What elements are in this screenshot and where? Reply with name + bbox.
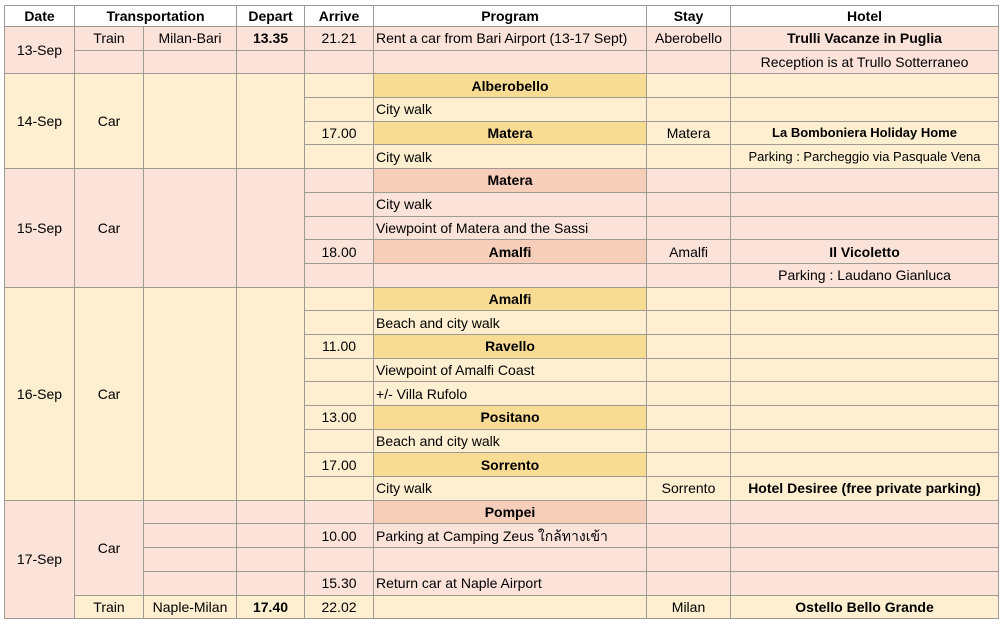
arrive-cell[interactable]: 22.02: [305, 595, 374, 619]
route-cell[interactable]: [144, 524, 237, 548]
stay-cell[interactable]: [647, 571, 731, 595]
itinerary-table: [4, 5, 999, 619]
stay-cell[interactable]: [647, 287, 731, 311]
hotel-cell[interactable]: [731, 571, 999, 595]
stay-cell[interactable]: [647, 524, 731, 548]
arrive-cell[interactable]: [305, 429, 374, 453]
stay-cell[interactable]: Amalfi: [647, 240, 731, 264]
stay-cell[interactable]: [647, 429, 731, 453]
depart-cell[interactable]: 13.35: [237, 27, 305, 51]
stay-cell[interactable]: [647, 334, 731, 358]
program-cell[interactable]: Amalfi: [374, 287, 647, 311]
table-row: [5, 74, 999, 98]
arrive-cell[interactable]: [305, 50, 374, 74]
stay-cell[interactable]: [647, 382, 731, 406]
hotel-cell[interactable]: [731, 169, 999, 193]
mode-cell[interactable]: Car: [75, 74, 144, 169]
depart-cell[interactable]: [237, 571, 305, 595]
hotel-cell[interactable]: Parking : Parcheggio via Pasquale Vena: [731, 145, 999, 169]
arrive-cell[interactable]: 18.00: [305, 240, 374, 264]
stay-cell[interactable]: [647, 74, 731, 98]
route-cell[interactable]: [144, 74, 237, 169]
program-cell[interactable]: +/- Villa Rufolo: [374, 382, 647, 406]
program-cell[interactable]: Viewpoint of Amalfi Coast: [374, 358, 647, 382]
program-cell[interactable]: Return car at Naple Airport: [374, 571, 647, 595]
table-row: [5, 571, 999, 595]
hotel-cell[interactable]: [731, 382, 999, 406]
date-cell-16[interactable]: 16-Sep: [5, 287, 75, 500]
header-stay: Stay: [647, 6, 731, 27]
hotel-cell[interactable]: [731, 98, 999, 122]
program-cell[interactable]: City walk: [374, 145, 647, 169]
depart-cell[interactable]: [237, 74, 305, 169]
program-cell[interactable]: Amalfi: [374, 240, 647, 264]
stay-cell[interactable]: [647, 216, 731, 240]
stay-cell[interactable]: [647, 192, 731, 216]
program-cell[interactable]: [374, 548, 647, 572]
mode-cell[interactable]: Train: [75, 595, 144, 619]
header-date: Date: [5, 6, 75, 27]
stay-cell[interactable]: [647, 358, 731, 382]
header-depart: Depart: [237, 6, 305, 27]
mode-cell[interactable]: Car: [75, 287, 144, 500]
mode-cell[interactable]: Car: [75, 500, 144, 595]
hotel-cell[interactable]: [731, 406, 999, 430]
stay-cell[interactable]: [647, 548, 731, 572]
arrive-cell[interactable]: [305, 548, 374, 572]
hotel-cell[interactable]: [731, 216, 999, 240]
program-cell[interactable]: Viewpoint of Matera and the Sassi: [374, 216, 647, 240]
table-row: [5, 548, 999, 572]
program-cell[interactable]: Matera: [374, 169, 647, 193]
stay-cell[interactable]: Sorrento: [647, 477, 731, 501]
table-row: [5, 287, 999, 311]
program-cell[interactable]: Beach and city walk: [374, 311, 647, 335]
hotel-cell[interactable]: Hotel Desiree (free private parking): [731, 477, 999, 501]
header-row: [5, 6, 999, 27]
hotel-cell[interactable]: [731, 548, 999, 572]
program-cell[interactable]: [374, 50, 647, 74]
depart-cell[interactable]: [237, 50, 305, 74]
depart-cell[interactable]: 17.40: [237, 595, 305, 619]
hotel-cell[interactable]: [731, 429, 999, 453]
hotel-cell[interactable]: [731, 287, 999, 311]
table-row: [5, 27, 999, 51]
stay-cell[interactable]: [647, 311, 731, 335]
hotel-cell[interactable]: [731, 192, 999, 216]
hotel-cell[interactable]: Reception is at Trullo Sotterraneo: [731, 50, 999, 74]
arrive-cell[interactable]: [305, 192, 374, 216]
program-cell[interactable]: City walk: [374, 192, 647, 216]
depart-cell[interactable]: [237, 500, 305, 524]
arrive-cell[interactable]: [305, 74, 374, 98]
arrive-cell[interactable]: [305, 145, 374, 169]
depart-cell[interactable]: [237, 287, 305, 500]
header-transportation: Transportation: [75, 6, 237, 27]
route-cell[interactable]: [144, 50, 237, 74]
arrive-cell[interactable]: 13.00: [305, 406, 374, 430]
arrive-cell[interactable]: [305, 311, 374, 335]
arrive-cell[interactable]: 17.00: [305, 453, 374, 477]
header-arrive: Arrive: [305, 6, 374, 27]
route-cell[interactable]: [144, 169, 237, 287]
route-cell[interactable]: Naple-Milan: [144, 595, 237, 619]
stay-cell[interactable]: [647, 169, 731, 193]
date-cell-15[interactable]: 15-Sep: [5, 169, 75, 287]
arrive-cell[interactable]: 17.00: [305, 121, 374, 145]
arrive-cell[interactable]: 15.30: [305, 571, 374, 595]
arrive-cell[interactable]: [305, 500, 374, 524]
arrive-cell[interactable]: [305, 263, 374, 287]
hotel-cell[interactable]: Ostello Bello Grande: [731, 595, 999, 619]
program-cell[interactable]: Beach and city walk: [374, 429, 647, 453]
hotel-cell[interactable]: [731, 453, 999, 477]
route-cell[interactable]: [144, 500, 237, 524]
arrive-cell[interactable]: [305, 287, 374, 311]
hotel-cell[interactable]: La Bomboniera Holiday Home: [731, 121, 999, 145]
table-row: [5, 50, 999, 74]
program-cell[interactable]: City walk: [374, 98, 647, 122]
depart-cell[interactable]: [237, 548, 305, 572]
route-cell[interactable]: [144, 287, 237, 500]
program-cell[interactable]: City walk: [374, 477, 647, 501]
hotel-cell[interactable]: Il Vicoletto: [731, 240, 999, 264]
program-cell[interactable]: Parking at Camping Zeus ใกล้ทางเข้า: [374, 524, 647, 548]
program-cell[interactable]: Ravello: [374, 334, 647, 358]
stay-cell[interactable]: [647, 145, 731, 169]
header-hotel: Hotel: [731, 6, 999, 27]
program-cell[interactable]: [374, 263, 647, 287]
date-cell-17[interactable]: 17-Sep: [5, 500, 75, 618]
mode-cell[interactable]: [75, 50, 144, 74]
route-cell[interactable]: [144, 548, 237, 572]
stay-cell[interactable]: [647, 98, 731, 122]
hotel-cell[interactable]: [731, 74, 999, 98]
hotel-cell[interactable]: [731, 334, 999, 358]
program-cell[interactable]: [374, 595, 647, 619]
hotel-cell[interactable]: [731, 358, 999, 382]
program-cell[interactable]: Matera: [374, 121, 647, 145]
program-cell[interactable]: Sorrento: [374, 453, 647, 477]
mode-cell[interactable]: Train: [75, 27, 144, 51]
arrive-cell[interactable]: [305, 358, 374, 382]
date-cell-14[interactable]: 14-Sep: [5, 74, 75, 169]
stay-cell[interactable]: Milan: [647, 595, 731, 619]
table-row: [5, 524, 999, 548]
program-cell[interactable]: Pompei: [374, 500, 647, 524]
program-cell[interactable]: Alberobello: [374, 74, 647, 98]
stay-cell[interactable]: [647, 406, 731, 430]
hotel-cell[interactable]: [731, 311, 999, 335]
arrive-cell[interactable]: [305, 98, 374, 122]
hotel-cell[interactable]: [731, 524, 999, 548]
depart-cell[interactable]: [237, 169, 305, 287]
table-row: [5, 169, 999, 193]
date-cell-13[interactable]: 13-Sep: [5, 27, 75, 74]
arrive-cell[interactable]: 21.21: [305, 27, 374, 51]
arrive-cell[interactable]: [305, 216, 374, 240]
program-cell[interactable]: Positano: [374, 406, 647, 430]
stay-cell[interactable]: [647, 263, 731, 287]
arrive-cell[interactable]: [305, 382, 374, 406]
hotel-cell[interactable]: [731, 500, 999, 524]
depart-cell[interactable]: [237, 524, 305, 548]
arrive-cell[interactable]: [305, 169, 374, 193]
route-cell[interactable]: [144, 571, 237, 595]
hotel-cell[interactable]: Trulli Vacanze in Puglia: [731, 27, 999, 51]
stay-cell[interactable]: [647, 500, 731, 524]
route-cell[interactable]: Milan-Bari: [144, 27, 237, 51]
stay-cell[interactable]: Matera: [647, 121, 731, 145]
stay-cell[interactable]: Aberobello: [647, 27, 731, 51]
stay-cell[interactable]: [647, 50, 731, 74]
table-row: [5, 595, 999, 619]
arrive-cell[interactable]: 10.00: [305, 524, 374, 548]
mode-cell[interactable]: Car: [75, 169, 144, 287]
arrive-cell[interactable]: [305, 477, 374, 501]
header-program: Program: [374, 6, 647, 27]
stay-cell[interactable]: [647, 453, 731, 477]
hotel-cell[interactable]: Parking : Laudano Gianluca: [731, 263, 999, 287]
program-cell[interactable]: Rent a car from Bari Airport (13-17 Sept): [374, 27, 647, 51]
arrive-cell[interactable]: 11.00: [305, 334, 374, 358]
table-row: [5, 500, 999, 524]
